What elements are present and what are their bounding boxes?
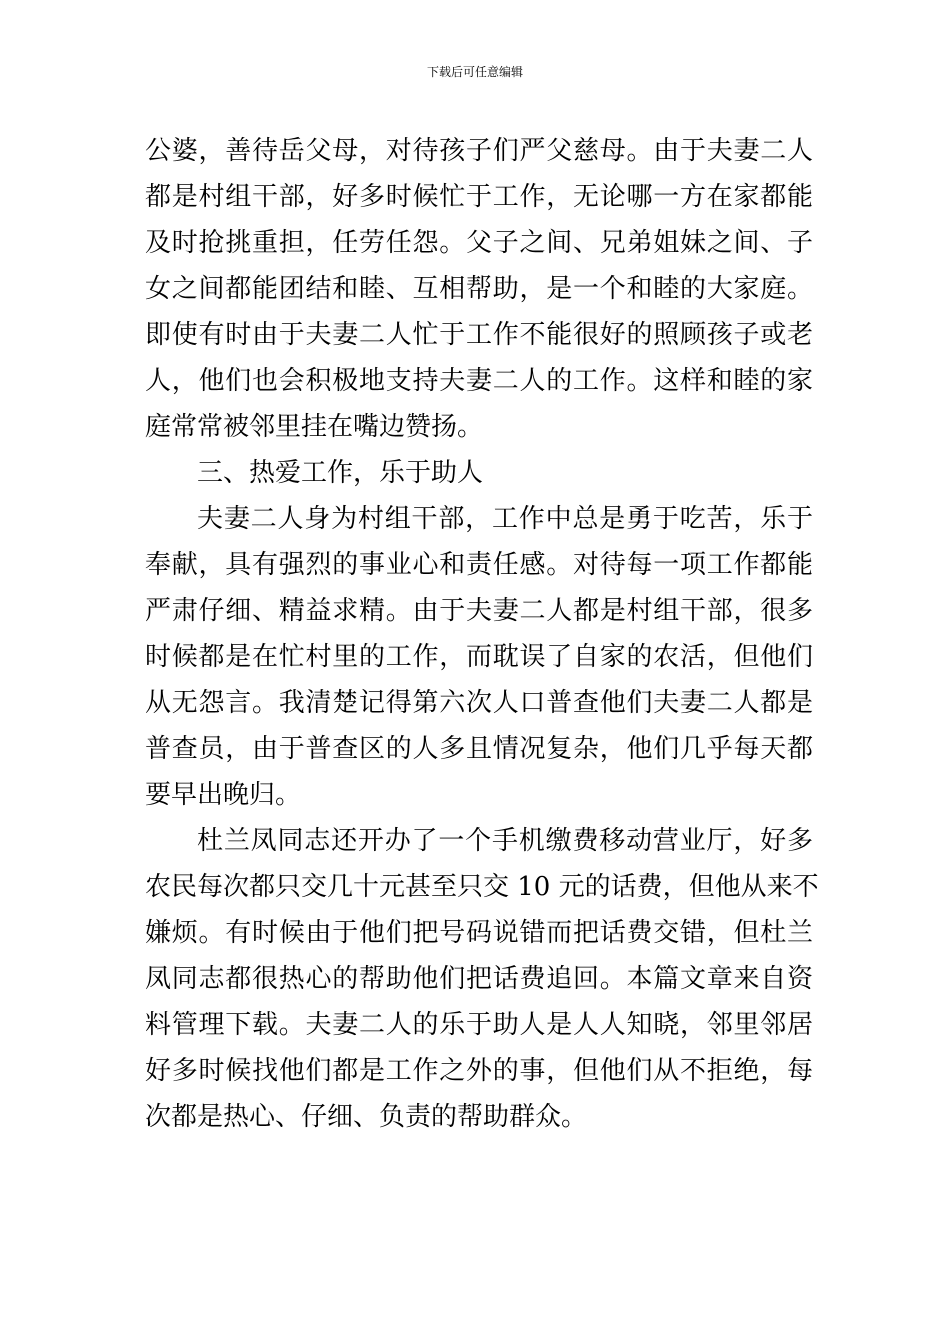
text-line: 三、热爱工作，乐于助人 xyxy=(197,458,484,488)
text-line: 严肃仔细、精益求精。由于夫妻二人都是村组干部，很多 xyxy=(145,596,813,626)
text-line: 农民每次都只交几十元甚至只交 10 元的话费，但他从来不 xyxy=(145,872,819,902)
page-header: 下载后可任意编辑 xyxy=(426,65,523,79)
text-line: 凤同志都很热心的帮助他们把话费追回。本篇文章来自资 xyxy=(145,964,813,994)
text-line: 夫妻二人身为村组干部，工作中总是勇于吃苦，乐于 xyxy=(197,504,813,534)
text-line: 时候都是在忙村里的工作，而耽误了自家的农活，但他们 xyxy=(145,642,813,672)
text-line: 要早出晚归。 xyxy=(145,780,302,810)
text-line: 女之间都能团结和睦、互相帮助，是一个和睦的大家庭。 xyxy=(145,274,813,304)
text-line: 次都是热心、仔细、负责的帮助群众。 xyxy=(145,1102,588,1132)
text-line: 即使有时由于夫妻二人忙于工作不能很好的照顾孩子或老 xyxy=(145,320,813,350)
text-line: 好多时候找他们都是工作之外的事，但他们从不拒绝，每 xyxy=(145,1056,813,1086)
text-line: 都是村组干部，好多时候忙于工作，无论哪一方在家都能 xyxy=(145,182,813,212)
document-body xyxy=(145,128,819,1140)
text-line: 嫌烦。有时候由于他们把号码说错而把话费交错，但杜兰 xyxy=(145,918,813,948)
text-line: 公婆，善待岳父母，对待孩子们严父慈母。由于夫妻二人 xyxy=(145,136,813,166)
text-line: 庭常常被邻里挂在嘴边赞扬。 xyxy=(145,412,484,442)
text-line: 杜兰凤同志还开办了一个手机缴费移动营业厅，好多 xyxy=(197,826,813,856)
text-line: 从无怨言。我清楚记得第六次人口普查他们夫妻二人都是 xyxy=(145,688,813,718)
text-line: 及时抢挑重担，任劳任怨。父子之间、兄弟姐妹之间、子 xyxy=(145,228,813,258)
text-line: 人，他们也会积极地支持夫妻二人的工作。这样和睦的家 xyxy=(145,366,813,396)
text-line: 奉献，具有强烈的事业心和责任感。对待每一项工作都能 xyxy=(145,550,813,580)
text-line: 普查员，由于普查区的人多且情况复杂，他们几乎每天都 xyxy=(145,734,813,764)
text-line: 料管理下载。夫妻二人的乐于助人是人人知晓，邻里邻居 xyxy=(145,1010,813,1040)
